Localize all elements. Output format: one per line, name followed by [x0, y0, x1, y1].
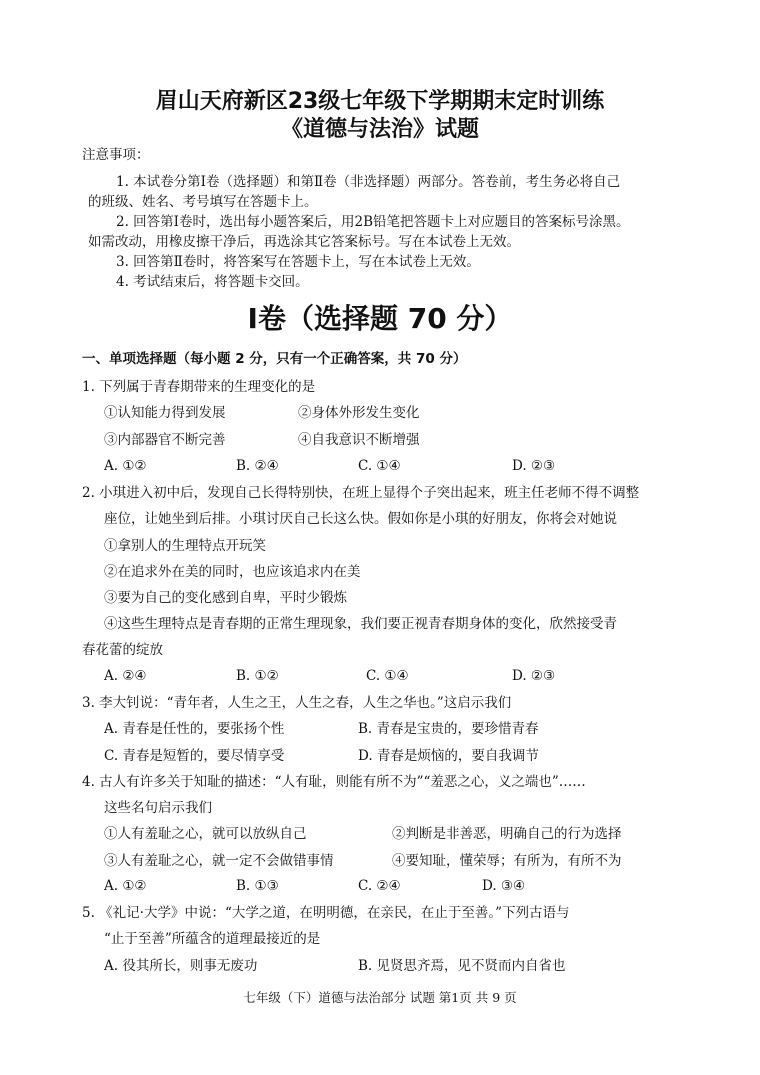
question-stem: 3. 李大钊说：“青年者，人生之王，人生之春，人生之华也。”这启示我们 [82, 695, 512, 711]
answer-option: D. ③④ [482, 878, 526, 894]
answer-option: B. 青春是宝贵的，要珍惜青春 [358, 721, 539, 737]
question-item: ②身体外形发生变化 [298, 405, 420, 421]
question-item: ④自我意识不断增强 [298, 432, 420, 448]
answer-option: D. ②③ [512, 458, 556, 474]
notice-line: 的班级、姓名、考号填写在答题卡上。 [88, 194, 318, 210]
question-stem: 这些名句启示我们 [104, 800, 212, 816]
question-item: ①拿别人的生理特点开玩笑 [104, 538, 266, 554]
answer-option: C. 青春是短暂的，要尽情享受 [104, 748, 285, 764]
question-item: ③要为自己的变化感到自卑，平时少锻炼 [104, 590, 347, 606]
answer-option: C. ①④ [358, 458, 401, 474]
question-item: ②在追求外在美的同时，也应该追求内在美 [104, 564, 361, 580]
question-item: ①人有羞耻之心，就可以放纵自己 [104, 826, 307, 842]
question-item: ③内部器官不断完善 [104, 432, 226, 448]
notice-line: 3. 回答第Ⅱ卷时，将答案写在答题卡上，写在本试卷上无效。 [116, 254, 480, 270]
question-item: ④要知耻，懂荣辱；有所为，有所不为 [392, 853, 622, 869]
question-stem: 座位，让她坐到后排。小琪讨厌自己长这么快。假如你是小琪的好朋友，你将会对她说 [104, 511, 617, 527]
question-item: ①认知能力得到发展 [104, 405, 226, 421]
answer-option: C. ②④ [358, 878, 401, 894]
notice-line: 2. 回答第Ⅰ卷时，选出每小题答案后，用2B铅笔把答题卡上对应题目的答案标号涂黑。 [116, 214, 630, 230]
notice-line: 如需改动，用橡皮擦干净后，再选涂其它答案标号。写在本试卷上无效。 [88, 234, 520, 250]
notice-line: 4. 考试结束后，将答题卡交回。 [116, 274, 309, 290]
question-item: ④这些生理特点是青春期的正常生理现象，我们要正视青春期身体的变化，欣然接受青 [104, 616, 617, 632]
part-title: Ⅰ卷（选择题 70 分） [247, 302, 513, 335]
notice-heading: 注意事项： [82, 147, 150, 163]
answer-option: A. ①② [104, 458, 147, 474]
answer-option: C. ①④ [366, 668, 409, 684]
notice-line: 1. 本试卷分第Ⅰ卷（选择题）和第Ⅱ卷（非选择题）两部分。答卷前，考生务必将自己 [116, 174, 621, 190]
question-item: ③人有羞耻之心，就一定不会做错事情 [104, 853, 334, 869]
answer-option: D. 青春是烦恼的，要自我调节 [358, 748, 539, 764]
answer-option: A. 役其所长，则事无废功 [104, 958, 258, 974]
answer-option: B. ①② [236, 668, 279, 684]
question-stem: 2. 小琪进入初中后，发现自己长得特别快，在班上显得个子突出起来，班主任老师不得不调整 [82, 485, 640, 501]
question-item: 春花蕾的绽放 [82, 642, 163, 658]
answer-option: D. ②③ [512, 668, 556, 684]
question-stem: 4. 古人有许多关于知耻的描述：“人有耻，则能有所不为”“羞恶之心，义之端也”…… [82, 774, 586, 790]
question-stem: 1. 下列属于青春期带来的生理变化的是 [82, 379, 316, 395]
exam-title-line1: 眉山天府新区23级七年级下学期期末定时训练 [155, 89, 605, 114]
answer-option: B. 见贤思齐焉，见不贤而内自省也 [358, 958, 566, 974]
answer-option: A. ②④ [104, 668, 147, 684]
exam-title-line2: 《道德与法治》试题 [280, 117, 479, 142]
answer-option: B. ①③ [236, 878, 279, 894]
answer-option: B. ②④ [236, 458, 279, 474]
section-title: 一、单项选择题（每小题 2 分，只有一个正确答案，共 70 分） [82, 351, 467, 367]
question-item: ②判断是非善恶，明确自己的行为选择 [392, 826, 622, 842]
answer-option: A. 青春是任性的，要张扬个性 [104, 721, 285, 737]
page-footer: 七年级（下）道德与法治部分 试题 第1页 共 9 页 [243, 990, 517, 1005]
question-stem: 5. 《礼记·大学》中说：“大学之道，在明明德，在亲民，在止于至善。”下列古语与 [82, 905, 570, 921]
answer-option: A. ①② [104, 878, 147, 894]
question-stem: “止于至善”所蕴含的道理最接近的是 [104, 931, 321, 947]
